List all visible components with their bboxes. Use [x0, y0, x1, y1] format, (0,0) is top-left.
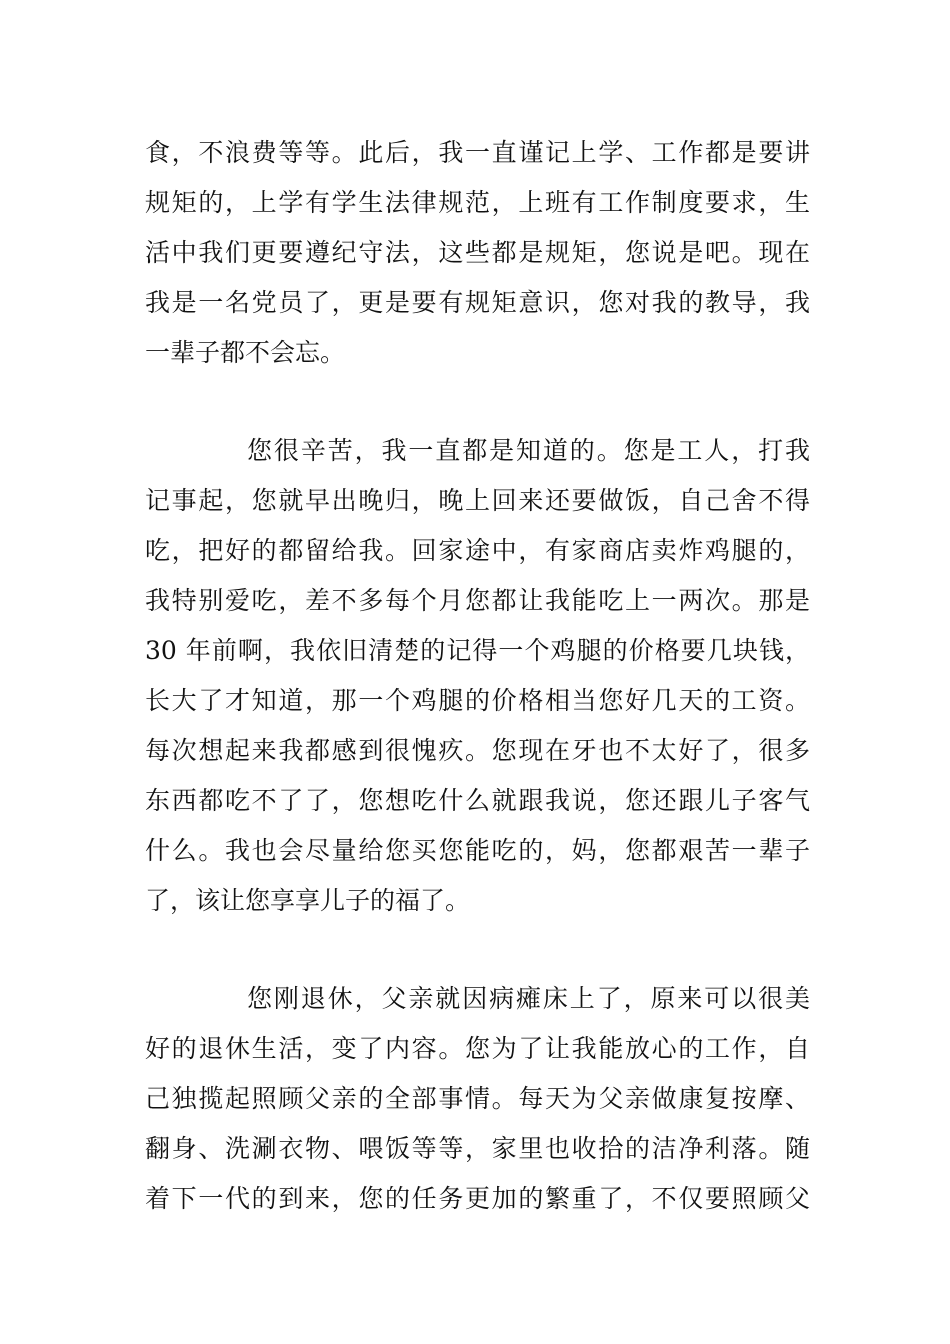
text-line: 我是一名党员了，更是要有规矩意识，您对我的教导，我 [145, 288, 810, 317]
text-line: 一辈子都不会忘。 [145, 338, 346, 367]
text-line: 活中我们更要遵纪守法，这些都是规矩，您说是吧。现在 [145, 238, 810, 267]
text-line: 您很辛苦，我一直都是知道的。您是工人，打我 [247, 436, 810, 465]
text-line: 吃，把好的都留给我。回家途中，有家商店卖炸鸡腿的， [145, 536, 810, 565]
text-line: 好的退休生活，变了内容。您为了让我能放心的工作，自 [145, 1034, 810, 1063]
text-line: 了，该让您享享儿子的福了。 [145, 886, 471, 915]
text-line: 己独揽起照顾父亲的全部事情。每天为父亲做康复按摩、 [145, 1084, 810, 1113]
text-line: 每次想起来我都感到很愧疚。您现在牙也不太好了，很多 [145, 736, 810, 765]
text-line: 我特别爱吃，差不多每个月您都让我能吃上一两次。那是 [145, 586, 810, 615]
text-line: 30 年前啊，我依旧清楚的记得一个鸡腿的价格要几块钱， [145, 636, 810, 665]
text-line: 食，不浪费等等。此后，我一直谨记上学、工作都是要讲 [145, 138, 810, 167]
text-line: 规矩的，上学有学生法律规范，上班有工作制度要求，生 [145, 188, 810, 217]
text-line: 翻身、洗涮衣物、喂饭等等，家里也收拾的洁净利落。随 [145, 1134, 810, 1163]
text-line: 长大了才知道，那一个鸡腿的价格相当您好几天的工资。 [145, 686, 810, 715]
text-line: 着下一代的到来，您的任务更加的繁重了，不仅要照顾父 [145, 1184, 810, 1213]
text-line: 东西都吃不了了，您想吃什么就跟我说，您还跟儿子客气 [145, 786, 810, 815]
text-line: 什么。我也会尽量给您买您能吃的，妈，您都艰苦一辈子 [145, 836, 810, 865]
text-line: 您刚退休，父亲就因病瘫床上了，原来可以很美 [247, 984, 810, 1013]
text-line: 记事起，您就早出晚归，晚上回来还要做饭，自己舍不得 [145, 486, 810, 515]
